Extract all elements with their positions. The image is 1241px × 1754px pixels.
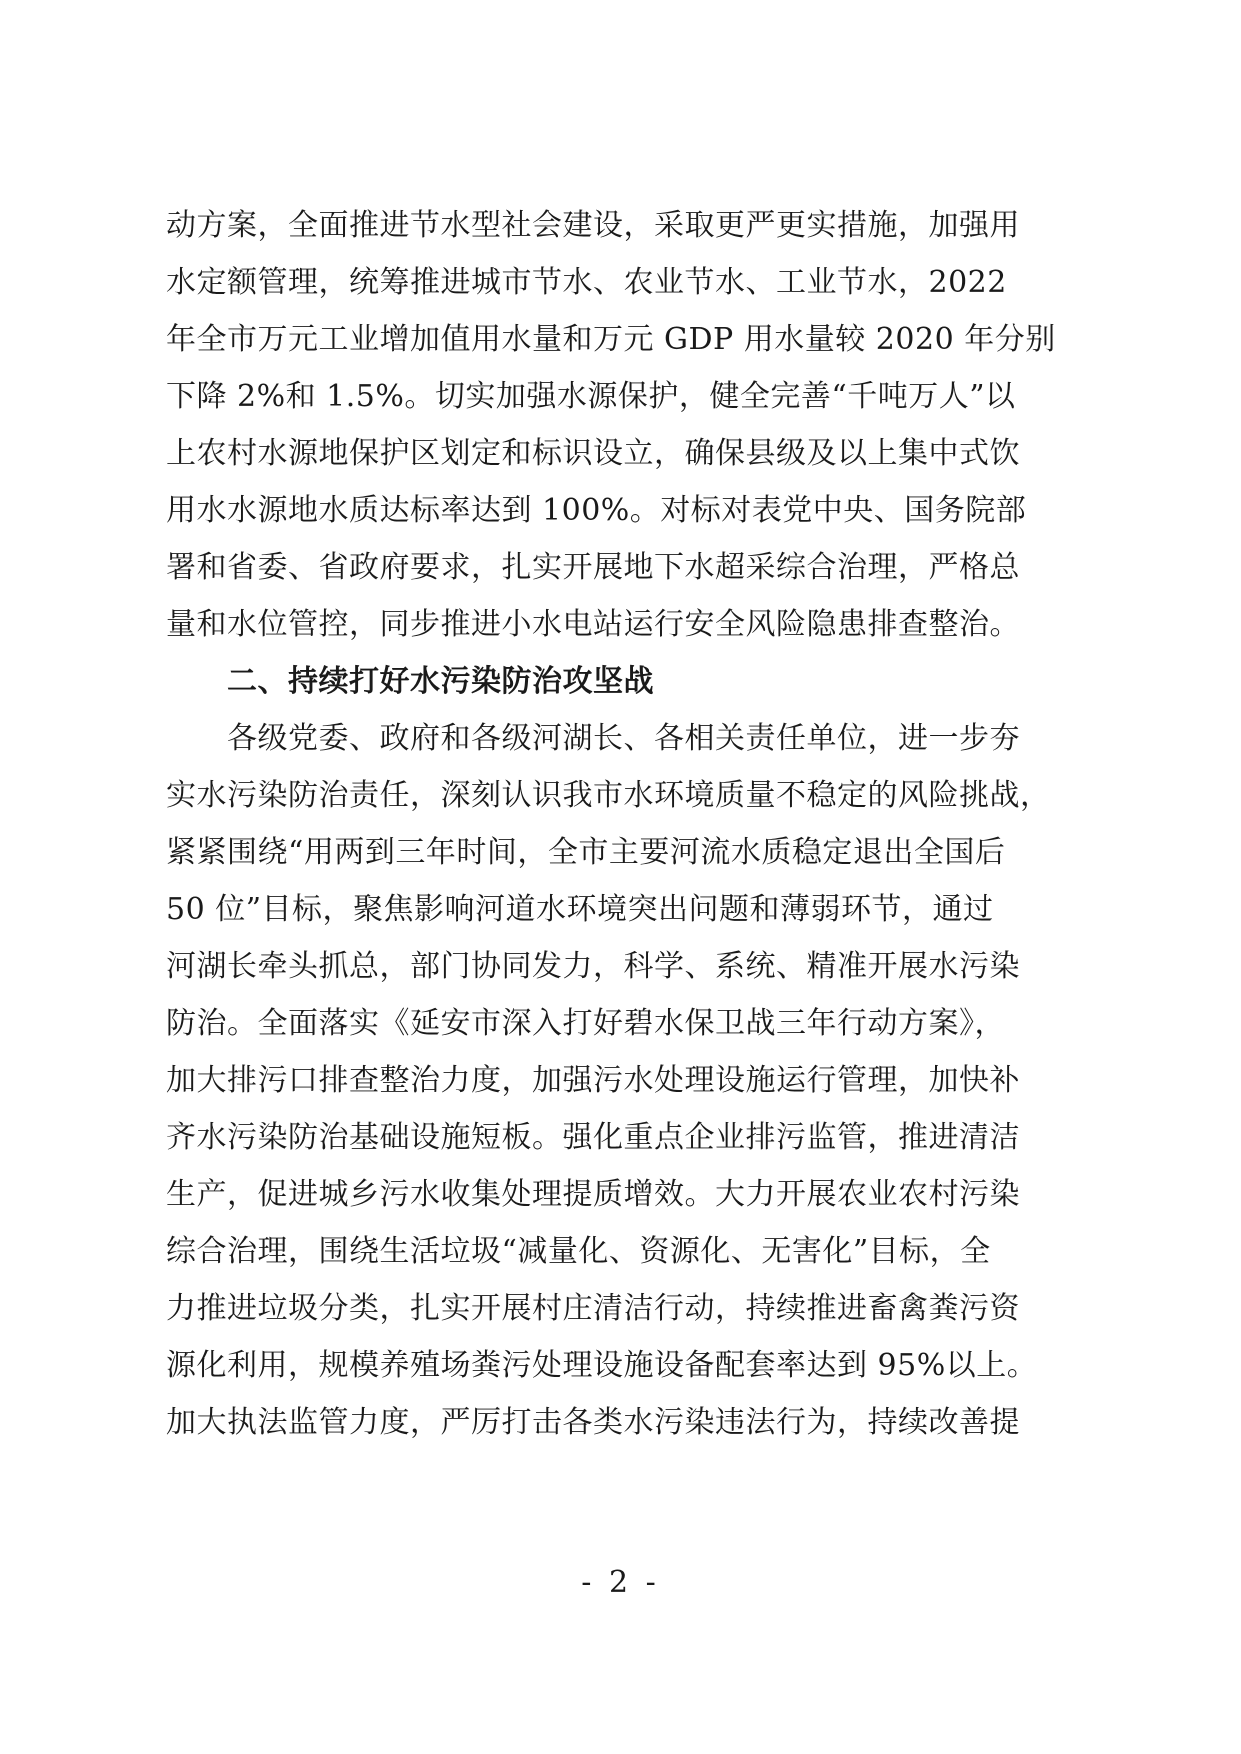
body-line: 上农村水源地保护区划定和标识设立，确保县级及以上集中式饮 [166,436,1020,471]
body-line: 用水水源地水质达标率达到 100%。对标对表党中央、国务院部 [166,493,1027,528]
body-line: 防治。全面落实《延安市深入打好碧水保卫战三年行动方案》， [166,1006,1005,1041]
body-line: 齐水污染防治基础设施短板。强化重点企业排污监管，推进清洁 [166,1120,1020,1155]
body-line: 加大执法监管力度，严厉打击各类水污染违法行为，持续改善提 [166,1405,1020,1440]
section-heading: 二、持续打好水污染防治攻坚战 [227,664,654,699]
body-line: 力推进垃圾分类，扎实开展村庄清洁行动，持续推进畜禽粪污资 [166,1291,1020,1326]
paragraph-first-line: 各级党委、政府和各级河湖长、各相关责任单位，进一步夯 [227,721,1020,756]
body-line: 生产，促进城乡污水收集处理提质增效。大力开展农业农村污染 [166,1177,1020,1212]
body-line: 年全市万元工业增加值用水量和万元 GDP 用水量较 2020 年分别 [166,322,1056,357]
page-number: - 2 - [581,1565,660,1600]
body-line: 综合治理，围绕生活垃圾“减量化、资源化、无害化”目标，全 [166,1234,991,1269]
body-line: 源化利用，规模养殖场粪污处理设施设备配套率达到 95%以上。 [166,1348,1038,1383]
body-line: 下降 2%和 1.5%。切实加强水源保护，健全完善“千吨万人”以 [166,379,1016,414]
body-line: 50 位”目标，聚焦影响河道水环境突出问题和薄弱环节，通过 [166,892,994,927]
body-line: 加大排污口排查整治力度，加强污水处理设施运行管理，加快补 [166,1063,1020,1098]
body-line: 量和水位管控，同步推进小水电站运行安全风险隐患排查整治。 [166,607,1020,642]
body-line: 实水污染防治责任，深刻认识我市水环境质量不稳定的风险挑战， [166,778,1051,813]
body-line: 河湖长牵头抓总，部门协同发力，科学、系统、精准开展水污染 [166,949,1020,984]
body-line: 紧紧围绕“用两到三年时间，全市主要河流水质稳定退出全国后 [166,835,1006,870]
body-line: 署和省委、省政府要求，扎实开展地下水超采综合治理，严格总 [166,550,1020,585]
body-line: 动方案，全面推进节水型社会建设，采取更严更实措施，加强用 [166,208,1020,243]
body-line: 水定额管理，统筹推进城市节水、农业节水、工业节水，2022 [166,265,1007,300]
